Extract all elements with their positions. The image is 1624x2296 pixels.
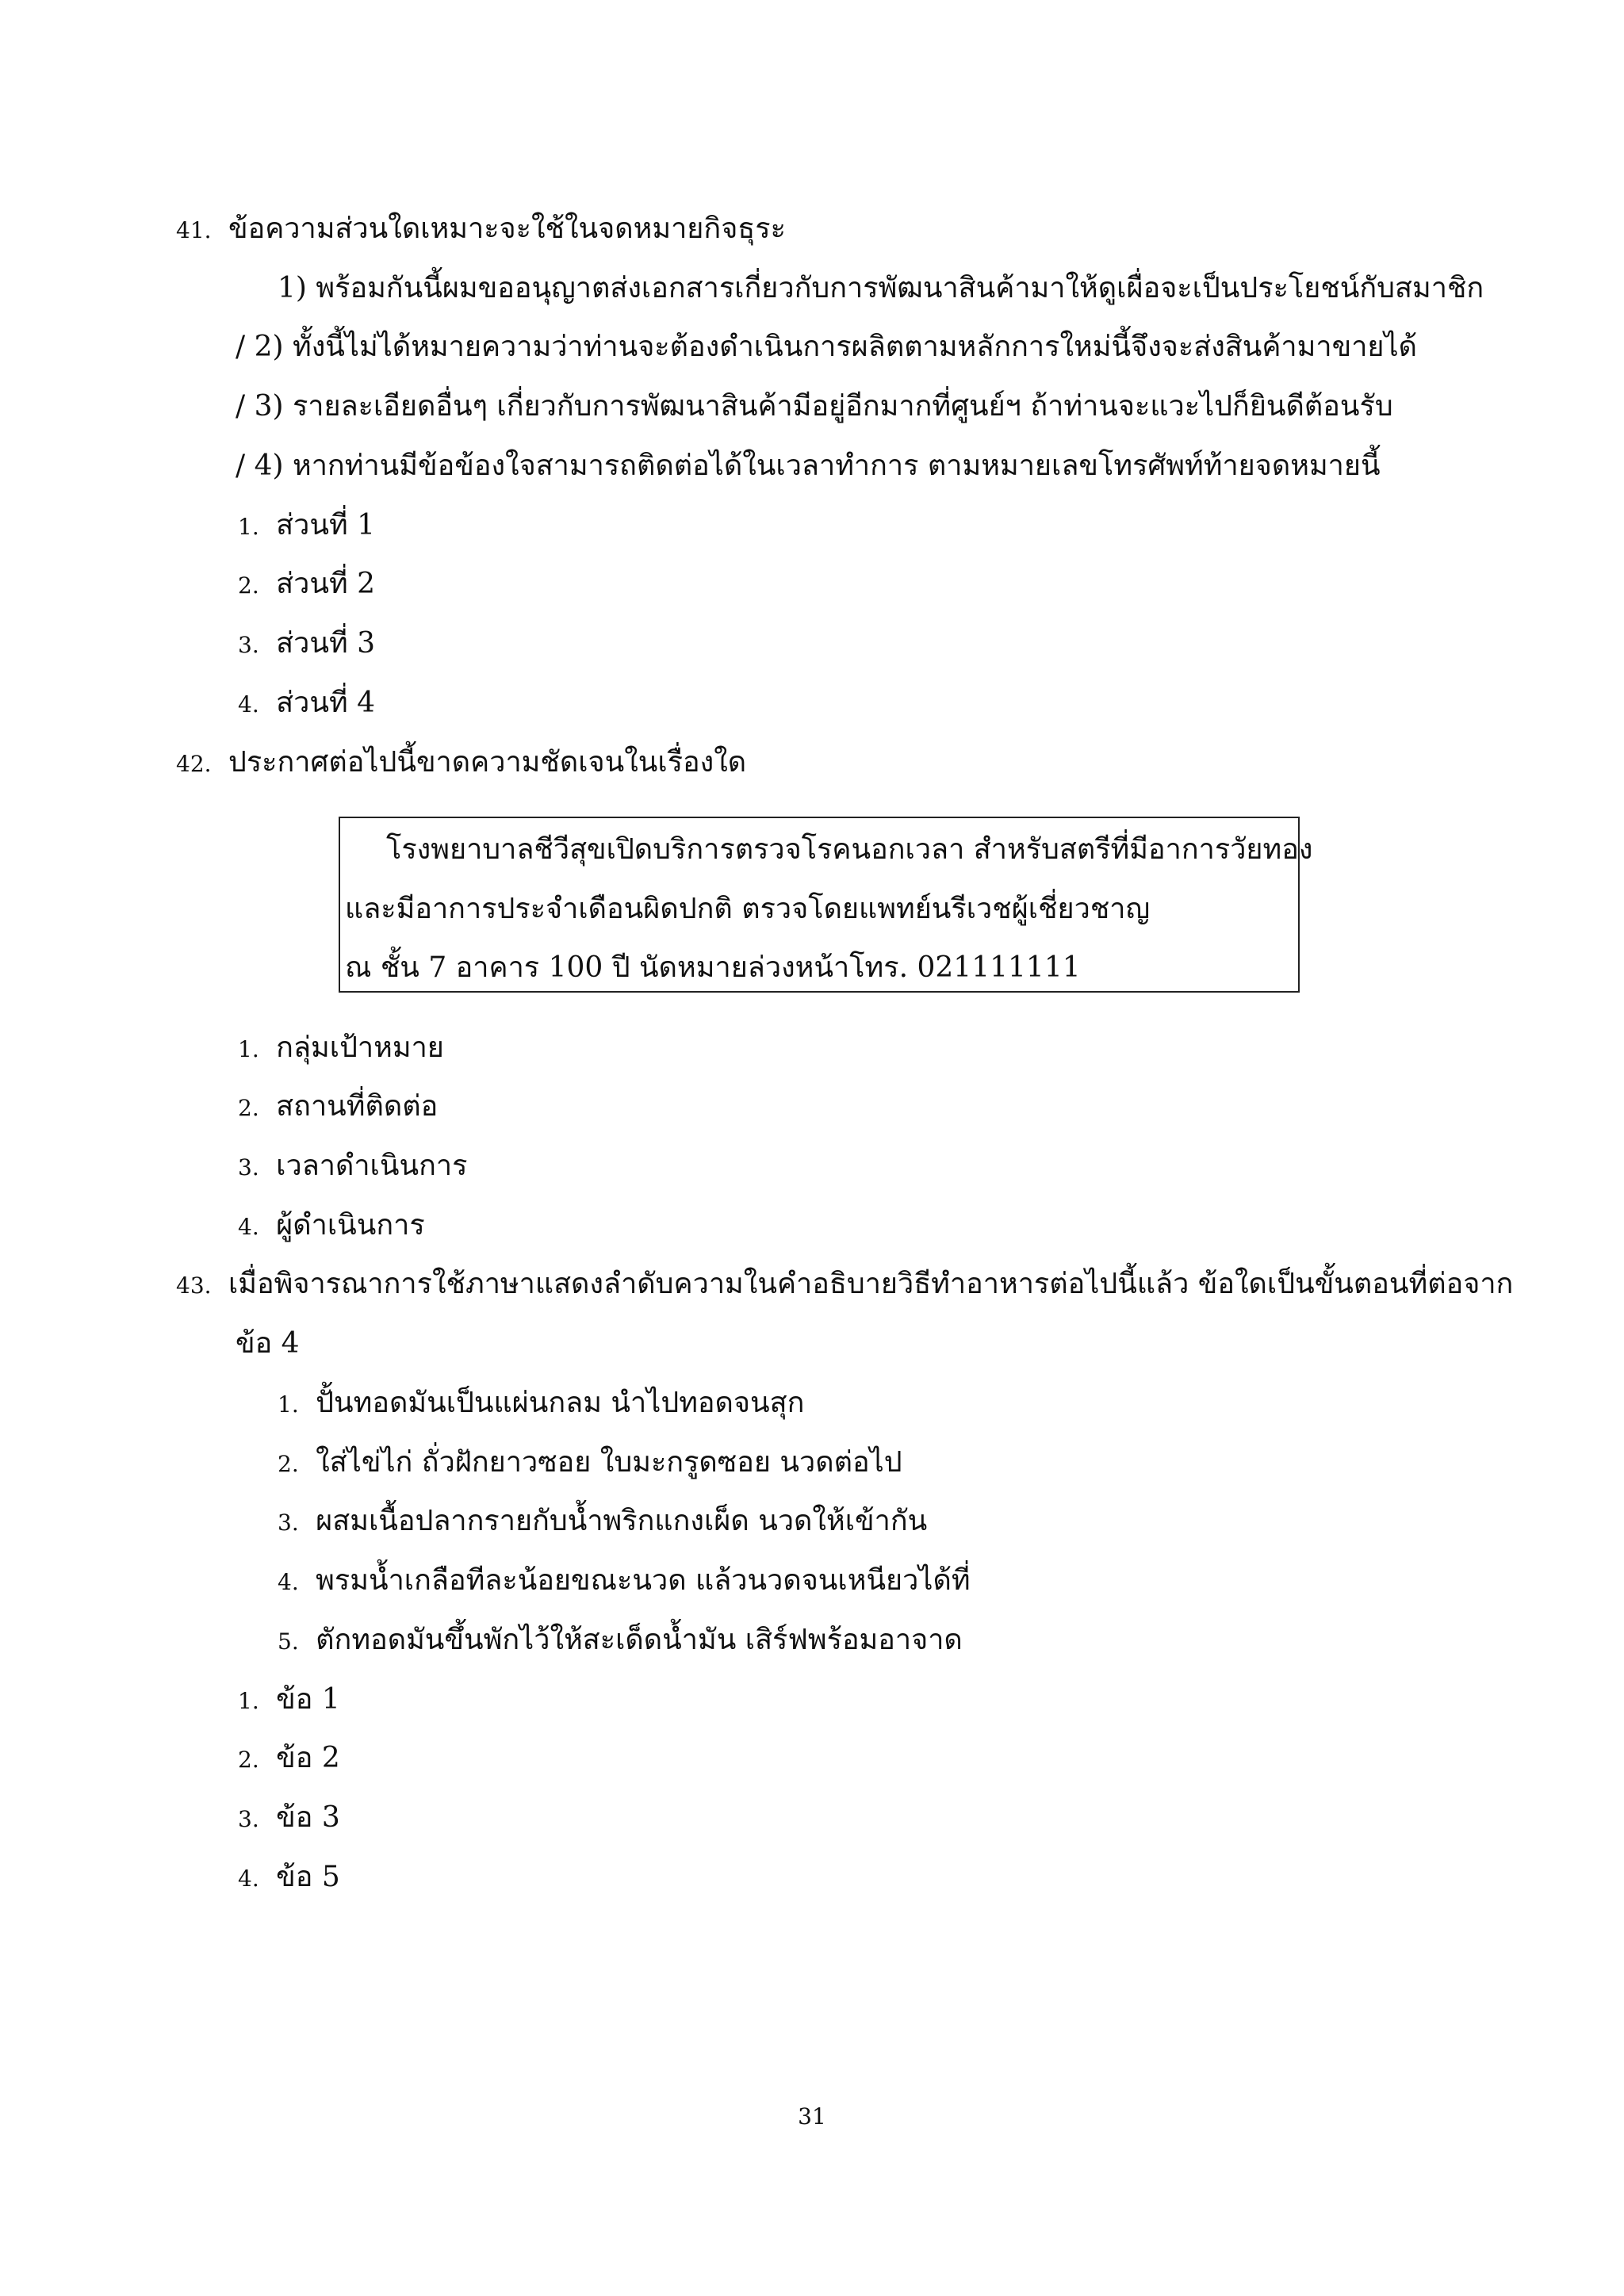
choice-number: 4.: [238, 691, 259, 718]
question-text: เมื่อพิจารณาการใช้ภาษาแสดงลำดับความในคำอธิบายวิธีทำอาหารต่อไปนี้แล้ว ข้อใดเป็นขั้นตอนที่ต่อจาก: [228, 1268, 1514, 1300]
recipe-step-4: [278, 1562, 971, 1601]
choice-3[interactable]: [238, 1147, 467, 1187]
notice-line-3: ณ ชั้น 7 อาคาร 100 ปี นัดหมายล่วงหน้าโทร. 021111111: [345, 951, 1081, 984]
question-41: [176, 210, 786, 250]
choice-number: 3.: [238, 632, 259, 658]
question-43: [176, 1265, 1513, 1305]
choice-number: 2.: [238, 1747, 259, 1773]
choice-number: 4.: [238, 1214, 259, 1240]
choice-text: ข้อ 5: [276, 1861, 340, 1893]
choice-number: 1.: [238, 1688, 259, 1714]
choice-text: ข้อ 1: [276, 1683, 340, 1716]
choice-text: ส่วนที่ 1: [276, 509, 376, 541]
choice-text: ส่วนที่ 4: [276, 687, 376, 719]
choice-text: สถานที่ติดต่อ: [276, 1090, 439, 1123]
choice-text: เวลาดำเนินการ: [276, 1150, 468, 1182]
choice-text: ข้อ 2: [276, 1742, 340, 1774]
step-number: 1.: [278, 1391, 299, 1418]
step-number: 4.: [278, 1569, 299, 1595]
choice-text: ส่วนที่ 2: [276, 568, 376, 600]
choice-number: 3.: [238, 1154, 259, 1181]
step-text: ปั้นทอดมันเป็นแผ่นกลม นำไปทอดจนสุก: [316, 1387, 805, 1419]
recipe-step-2: [278, 1444, 902, 1483]
passage-line-1: 1) พร้อมกันนี้ผมขออนุญาตส่งเอกสารเกี่ยวกับการพัฒนาสินค้ามาให้ดูเผื่อจะเป็นประโยชน์กับสมาชิก: [278, 272, 1484, 304]
notice-line-2: และมีอาการประจำเดือนผิดปกติ ตรวจโดยแพทย์นรีเวชผู้เชี่ยวชาญ: [345, 893, 1151, 925]
step-text: ตักทอดมันขึ้นพักไว้ให้สะเด็ดน้ำมัน เสิร์ฟพร้อมอาจาด: [316, 1624, 963, 1656]
step-number: 3.: [278, 1510, 299, 1536]
choice-number: 1.: [238, 1036, 259, 1062]
choice-4[interactable]: [238, 1858, 340, 1898]
choice-number: 2.: [238, 572, 259, 599]
choice-1[interactable]: [238, 1681, 340, 1720]
notice-line-1: โรงพยาบาลชีวีสุขเปิดบริการตรวจโรคนอกเวลา สำหรับสตรีที่มีอาการวัยทอง: [386, 833, 1313, 866]
question-42: [176, 744, 746, 783]
choice-number: 3.: [238, 1806, 259, 1832]
question-number: 42.: [176, 751, 212, 777]
choice-number: 2.: [238, 1095, 259, 1121]
choice-2[interactable]: [238, 565, 375, 605]
choice-1[interactable]: [238, 507, 375, 546]
choice-text: ผู้ดำเนินการ: [276, 1209, 425, 1242]
passage-line-3: / 3) รายละเอียดอื่นๆ เกี่ยวกับการพัฒนาสินค้ามีอยู่อีกมากที่ศูนย์ฯ ถ้าท่านจะแวะไปก็ยินดีต้อนรับ: [236, 390, 1393, 423]
step-number: 5.: [278, 1628, 299, 1655]
recipe-step-1: [278, 1384, 804, 1424]
recipe-step-3: [278, 1502, 927, 1542]
choice-text: กลุ่มเป้าหมาย: [276, 1031, 444, 1064]
question-text-continued: ข้อ 4: [236, 1327, 300, 1360]
choice-number: 1.: [238, 514, 259, 540]
question-number: 43.: [176, 1272, 212, 1299]
step-text: ผสมเนื้อปลากรายกับน้ำพริกแกงเผ็ด นวดให้เข้ากัน: [316, 1505, 928, 1537]
passage-line-4: / 4) หากท่านมีข้อข้องใจสามารถติดต่อได้ในเวลาทำการ ตามหมายเลขโทรศัพท์ท้ายจดหมายนี้: [236, 450, 1381, 482]
step-text: ใส่ไข่ไก่ ถั่วฝักยาวซอย ใบมะกรูดซอย นวดต่อไป: [316, 1446, 902, 1479]
choice-4[interactable]: [238, 1207, 425, 1246]
passage-line-2: / 2) ทั้งนี้ไม่ได้หมายความว่าท่านจะต้องดำเนินการผลิตตามหลักการใหม่นี้จึงจะส่งสินค้ามาขายได้: [236, 331, 1417, 363]
question-text: ประกาศต่อไปนี้ขาดความชัดเจนในเรื่องใด: [228, 746, 747, 779]
recipe-step-5: [278, 1621, 963, 1661]
choice-2[interactable]: [238, 1088, 438, 1127]
choice-1[interactable]: [238, 1029, 444, 1069]
choice-text: ส่วนที่ 3: [276, 627, 376, 660]
page-number: 31: [798, 2103, 826, 2130]
step-text: พรมน้ำเกลือทีละน้อยขณะนวด แล้วนวดจนเหนียวได้ที่: [316, 1564, 971, 1597]
choice-3[interactable]: [238, 625, 375, 664]
choice-text: ข้อ 3: [276, 1801, 340, 1834]
step-number: 2.: [278, 1451, 299, 1477]
choice-2[interactable]: [238, 1739, 340, 1779]
choice-3[interactable]: [238, 1799, 340, 1839]
question-number: 41.: [176, 217, 212, 243]
choice-number: 4.: [238, 1866, 259, 1892]
choice-4[interactable]: [238, 684, 375, 724]
question-text: ข้อความส่วนใดเหมาะจะใช้ในจดหมายกิจธุระ: [228, 212, 786, 245]
